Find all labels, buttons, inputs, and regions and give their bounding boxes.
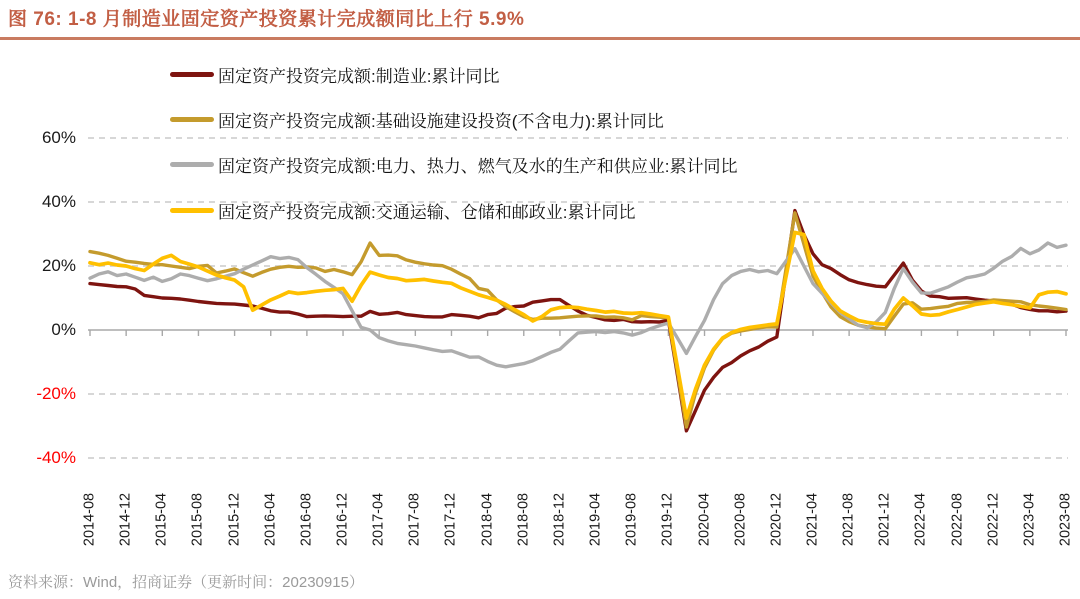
x-axis-tick-label: 2014-08 [81,492,98,547]
x-axis-tick-label: 2020-08 [732,492,749,547]
x-axis-tick-label: 2022-08 [949,492,966,547]
source-note: 资料来源：Wind，招商证券（更新时间：20230915） [8,574,364,591]
y-axis-tick-label: 20% [41,256,76,275]
legend-item [170,107,664,132]
y-axis-tick-label: -20% [36,384,76,403]
x-axis-tick-label: 2023-04 [1021,492,1038,547]
x-axis-tick-label: 2015-04 [153,492,170,547]
x-axis-tick-label: 2021-12 [876,492,893,547]
x-axis-tick-label: 2019-04 [587,492,604,547]
x-axis-tick-label: 2018-08 [515,492,532,547]
x-axis-tick-label: 2018-12 [551,492,568,547]
x-axis-tick-label: 2016-04 [262,492,279,547]
x-axis-tick-label: 2021-04 [804,492,821,547]
x-axis-tick-label: 2017-12 [442,492,459,547]
chart-title: 图 76: 1-8 月制造业固定资产投资累计完成额同比上行 5.9% [8,9,525,30]
series-line-0 [90,211,1066,431]
legend-line-swatch [170,117,214,122]
x-axis-tick-label: 2016-08 [298,492,315,547]
x-axis-tick-label: 2020-12 [768,492,785,547]
x-axis-tick-label: 2015-12 [226,492,243,547]
legend-line-swatch [170,72,214,77]
legend-label: 固定资产投资完成额:制造业:累计同比 [218,67,500,86]
legend-line-swatch [170,162,214,167]
legend-label: 固定资产投资完成额:基础设施建设投资(不含电力):累计同比 [218,112,664,131]
x-axis-tick-label: 2021-08 [840,492,857,547]
x-axis-tick-label: 2014-12 [117,492,134,547]
x-axis-tick-label: 2020-04 [696,492,713,547]
title-underline [0,37,1080,40]
legend-line-swatch [170,208,214,213]
y-axis-tick-label: 40% [41,192,76,211]
x-axis-tick-label: 2018-04 [479,492,496,547]
legend-label: 固定资产投资完成额:电力、热力、燃气及水的生产和供应业:累计同比 [218,157,738,176]
x-axis-tick-label: 2016-12 [334,492,351,547]
y-axis-tick-label: -40% [36,448,76,467]
x-axis-tick-label: 2015-08 [189,492,206,547]
legend-item [170,152,737,177]
series-line-3 [90,232,1066,418]
x-axis-tick-label: 2022-12 [985,492,1002,547]
legend-item [170,198,635,223]
x-axis-tick-label: 2023-08 [1057,492,1074,547]
x-axis-tick-label: 2017-04 [370,492,387,547]
x-axis-tick-label: 2022-04 [912,492,929,547]
series-line-1 [90,213,1066,427]
y-axis-tick-label: 60% [41,128,76,147]
x-axis-tick-label: 2017-08 [406,492,423,547]
x-axis-tick-label: 2019-08 [623,492,640,547]
y-axis-tick-label: 0% [51,320,76,339]
x-axis-tick-label: 2019-12 [659,492,676,547]
legend-label: 固定资产投资完成额:交通运输、仓储和邮政业:累计同比 [218,203,636,222]
legend-item [170,62,499,87]
